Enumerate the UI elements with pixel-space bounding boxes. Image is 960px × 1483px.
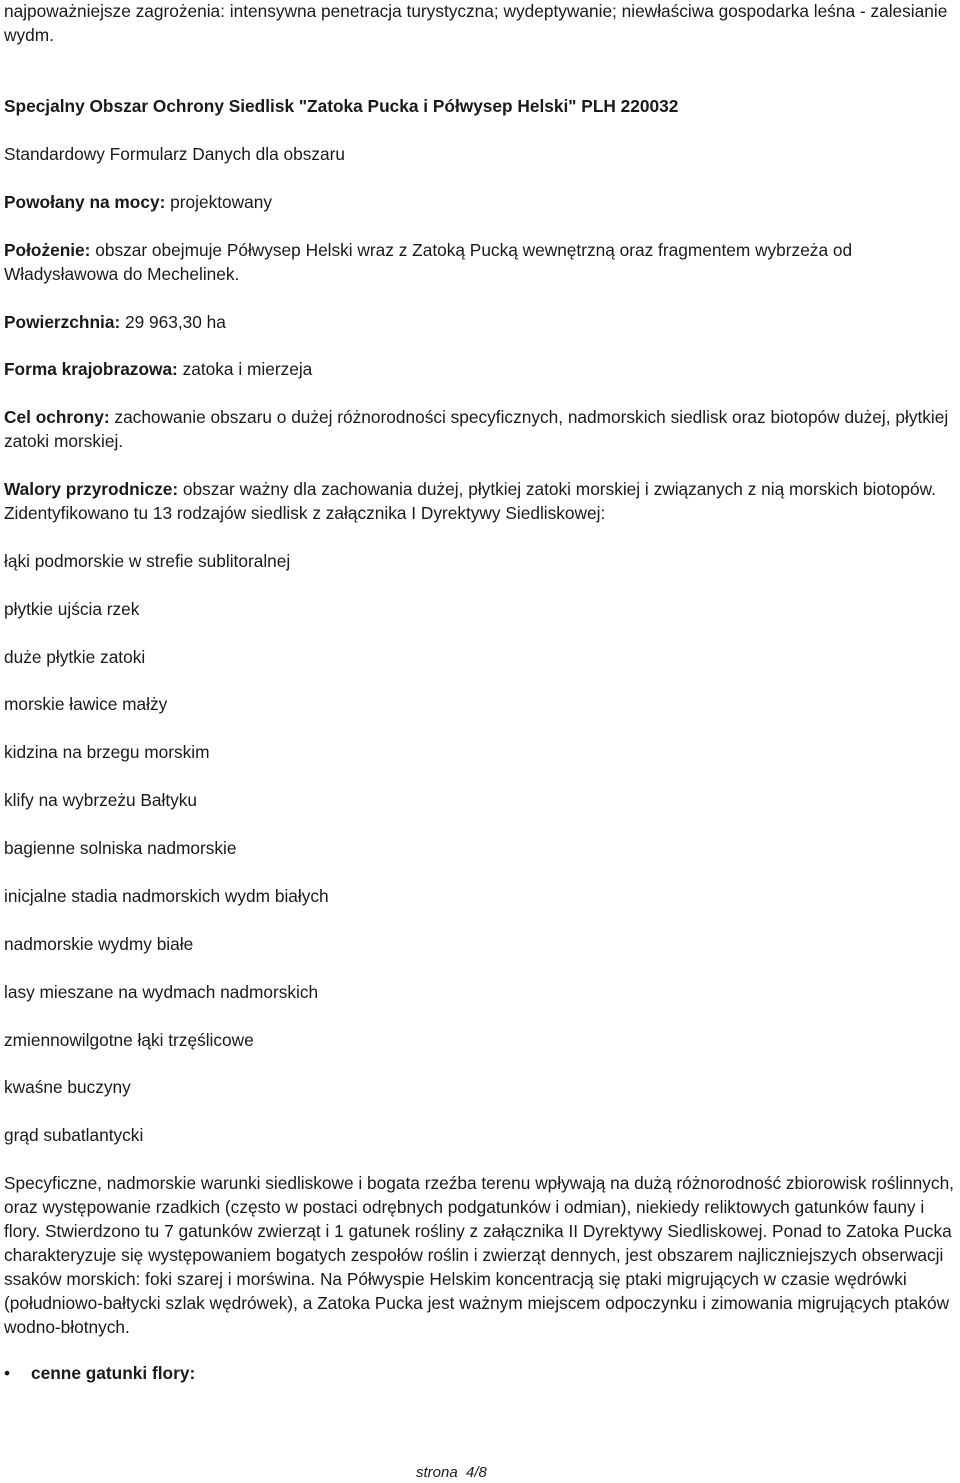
bullet-icon: • bbox=[4, 1363, 11, 1383]
bullet-label: cenne gatunki flory: bbox=[31, 1363, 196, 1383]
list-item: morskie ławice małży bbox=[4, 694, 168, 714]
bullet-item bbox=[4, 1361, 195, 1385]
field-value: projektowany bbox=[165, 192, 272, 212]
field-powolany bbox=[4, 190, 272, 214]
field-value: 29 963,30 ha bbox=[120, 312, 226, 332]
description-paragraph: Specyficzne, nadmorskie warunki siedliskowe i bogata rzeźba terenu wpływają na dużą różnorodność zbiorowisk roślinnych, oraz występowanie rzadkich (często w postaci odrębnych podgatunków i odmian), niekiedy reliktowych gatunków fauny i flory. Stwierdzono tu 7 gatunków zwierząt i 1 gatunek rośliny z załącznika II Dyrektywy Siedliskowej. Ponad to Zatoka Pucka charakteryzuje się występowaniem bogatych zespołów roślin i zwierząt dennych, jest obszarem najliczniejszych obserwacji ssaków morskich: foki szarej i morświna. Na Półwyspie Helskim koncentracją się ptaki migrujących w czasie wędrówki (południowo-bałtycki szlak wędrówek), a Zatoka Pucka jest ważnym miejscem odpoczynku i zimowania migrujących ptaków wodno-błotnych. bbox=[4, 1173, 954, 1337]
subtitle: Standardowy Formularz Danych dla obszaru bbox=[4, 144, 345, 164]
list-item: nadmorskie wydmy białe bbox=[4, 934, 194, 954]
field-polozenie bbox=[4, 238, 952, 286]
list-item: grąd subatlantycki bbox=[4, 1125, 144, 1145]
field-value: zatoka i mierzeja bbox=[177, 359, 313, 379]
list-item: bagienne solniska nadmorskie bbox=[4, 838, 237, 858]
list-item: łąki podmorskie w strefie sublitoralnej bbox=[4, 551, 291, 571]
field-value: zachowanie obszaru o dużej różnorodności specyficznych, nadmorskich siedlisk oraz biotopów dużej, płytkiej zatoki morskiej. bbox=[4, 407, 949, 451]
field-powierzchnia bbox=[4, 310, 226, 334]
field-label: Położenie: bbox=[4, 240, 91, 260]
list-item: duże płytkie zatoki bbox=[4, 647, 146, 667]
field-label: Forma krajobrazowa: bbox=[4, 359, 178, 379]
list-item: zmiennowilgotne łąki trzęślicowe bbox=[4, 1030, 254, 1050]
list-item: płytkie ujścia rzek bbox=[4, 599, 140, 619]
list-item: kidzina na brzegu morskim bbox=[4, 742, 210, 762]
field-label: Cel ochrony: bbox=[4, 407, 110, 427]
field-cel bbox=[4, 405, 952, 453]
field-forma bbox=[4, 357, 312, 381]
list-item: kwaśne buczyny bbox=[4, 1077, 131, 1097]
list-item: lasy mieszane na wydmach nadmorskich bbox=[4, 982, 319, 1002]
intro-text: najpoważniejsze zagrożenia: intensywna penetracja turystyczna; wydeptywanie; niewłaściwa gospodarka leśna - zalesianie wydm. bbox=[4, 1, 948, 45]
field-value: obszar ważny dla zachowania dużej, płytkiej zatoki morskiej i związanych z nią morskich biotopów. Zidentyfikowano tu 13 rodzajów siedlisk z załącznika I Dyrektywy Siedliskowej: bbox=[4, 479, 936, 523]
list-item: inicjalne stadia nadmorskich wydm białych bbox=[4, 886, 329, 906]
field-value: obszar obejmuje Półwysep Helski wraz z Zatoką Pucką wewnętrzną oraz fragmentem wybrzeża od Władysławowa do Mechelinek. bbox=[4, 240, 853, 284]
list-item: klify na wybrzeżu Bałtyku bbox=[4, 790, 198, 810]
page-title: Specjalny Obszar Ochrony Siedlisk "Zatoka Pucka i Półwysep Helski" PLH 220032 bbox=[4, 96, 679, 116]
field-label: Powołany na mocy: bbox=[4, 192, 166, 212]
field-walory bbox=[4, 477, 956, 525]
field-label: Walory przyrodnicze: bbox=[4, 479, 179, 499]
field-label: Powierzchnia: bbox=[4, 312, 121, 332]
page-number: strona 4/8 bbox=[416, 1464, 487, 1481]
